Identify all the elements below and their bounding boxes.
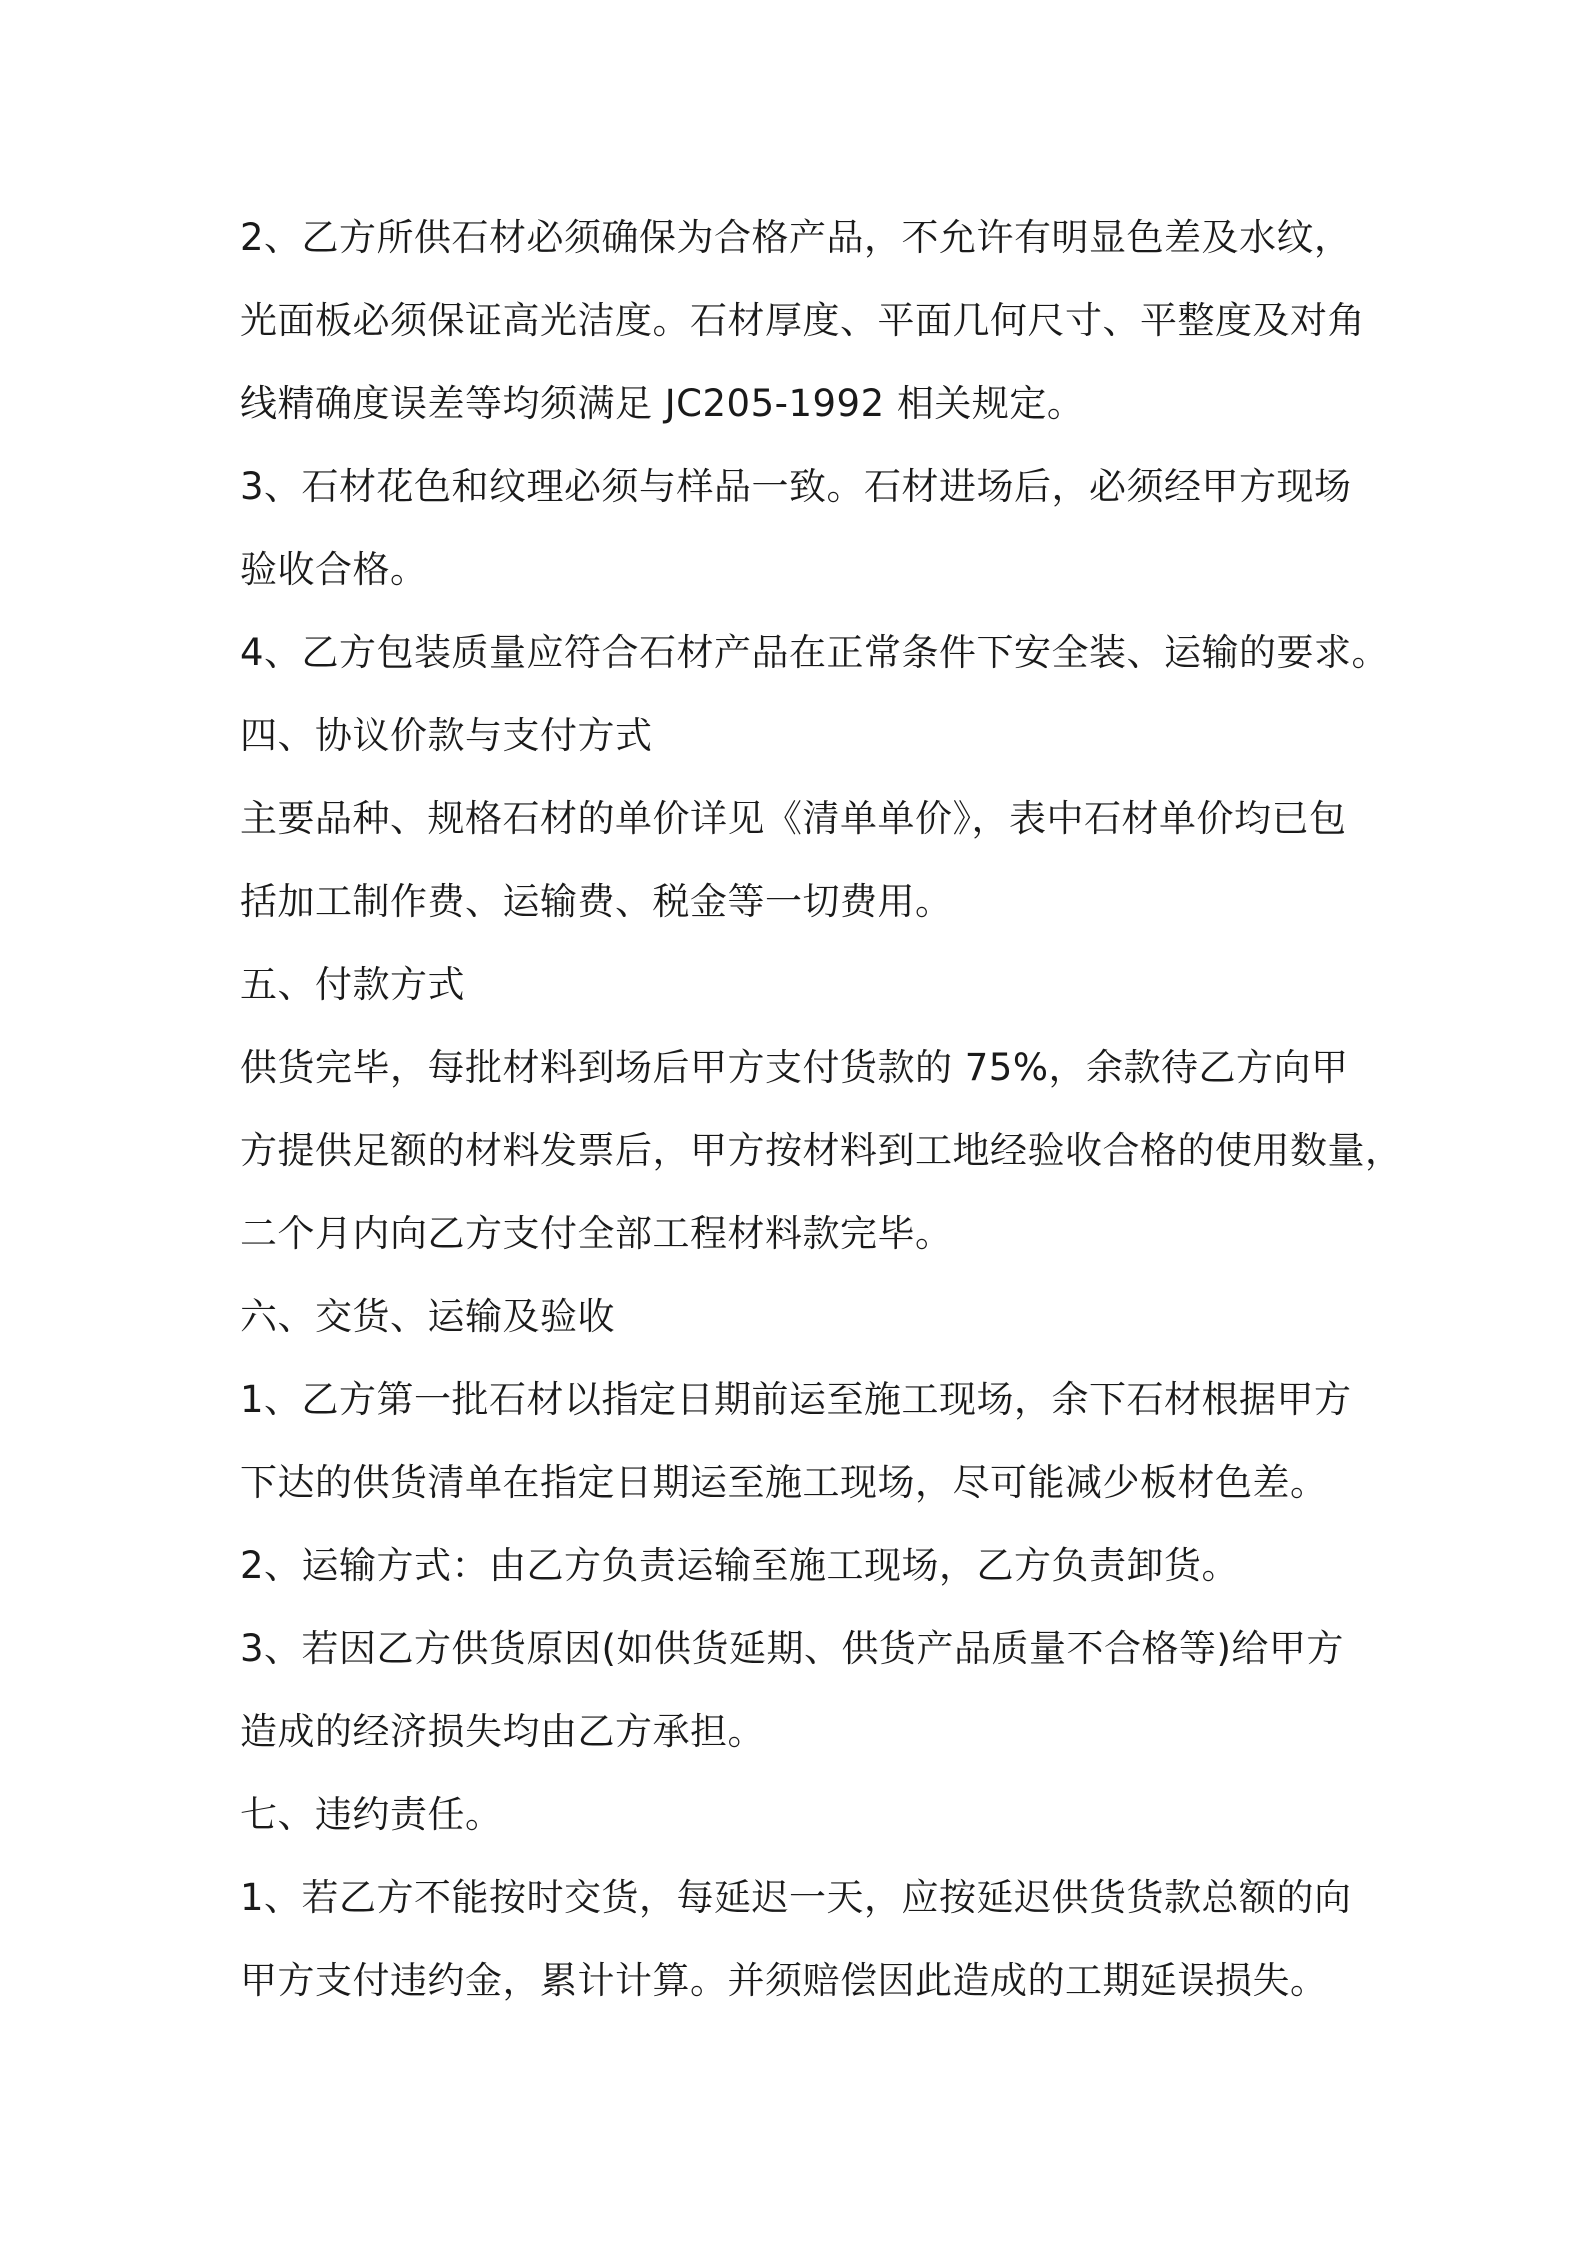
- text-line: 1、乙方第一批石材以指定日期前运至施工现场，余下石材根据甲方: [240, 1378, 1352, 1421]
- text-line: 3、石材花色和纹理必须与样品一致。石材进场后，必须经甲方现场: [240, 465, 1352, 508]
- text-line: 3、若因乙方供货原因(如供货延期、供货产品质量不合格等)给甲方: [240, 1627, 1344, 1670]
- text-line: 光面板必须保证高光洁度。石材厚度、平面几何尺寸、平整度及对角: [240, 299, 1365, 342]
- text-line: 2、运输方式：由乙方负责运输至施工现场，乙方负责卸货。: [240, 1544, 1240, 1587]
- text-line: 供货完毕，每批材料到场后甲方支付货款的 75%，余款待乙方向甲: [240, 1046, 1349, 1089]
- text-line: 主要品种、规格石材的单价详见《清单单价》，表中石材单价均已包: [240, 797, 1347, 840]
- document-body: [240, 196, 1403, 2022]
- text-line: 括加工制作费、运输费、税金等一切费用。: [240, 880, 953, 923]
- text-line: 验收合格。: [240, 548, 428, 591]
- text-line: 2、乙方所供石材必须确保为合格产品，不允许有明显色差及水纹，: [240, 216, 1352, 259]
- section-heading: 七、违约责任。: [240, 1793, 503, 1836]
- text-line: 方提供足额的材料发票后，甲方按材料到工地经验收合格的使用数量，: [240, 1129, 1403, 1172]
- text-line: 甲方支付违约金，累计计算。并须赔偿因此造成的工期延误损失。: [240, 1959, 1328, 2002]
- text-line: 线精确度误差等均须满足 JC205-1992 相关规定。: [240, 382, 1085, 425]
- section-heading: 六、交货、运输及验收: [240, 1295, 615, 1338]
- section-heading: 五、付款方式: [240, 963, 465, 1006]
- text-line: 4、乙方包装质量应符合石材产品在正常条件下安全装、运输的要求。: [240, 631, 1390, 674]
- text-line: 下达的供货清单在指定日期运至施工现场，尽可能减少板材色差。: [240, 1461, 1328, 1504]
- section-heading: 四、协议价款与支付方式: [240, 714, 653, 757]
- text-line: 造成的经济损失均由乙方承担。: [240, 1710, 765, 1753]
- text-line: 二个月内向乙方支付全部工程材料款完毕。: [240, 1212, 953, 1255]
- text-line: 1、若乙方不能按时交货，每延迟一天，应按延迟供货货款总额的向: [240, 1876, 1352, 1919]
